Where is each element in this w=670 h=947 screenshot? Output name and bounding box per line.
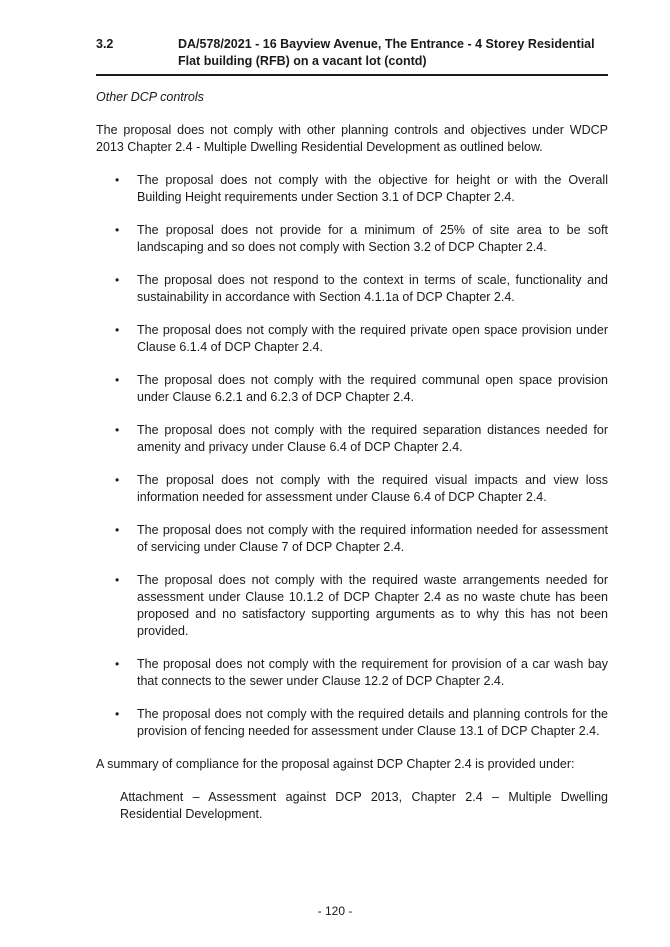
non-compliance-list xyxy=(96,172,608,740)
list-item xyxy=(96,472,608,506)
bullet-icon: • xyxy=(115,223,120,237)
section-title-line-1: DA/578/2021 - 16 Bayview Avenue, The Entrance - 4 Storey Residential xyxy=(178,37,595,51)
bullet-icon: • xyxy=(115,657,120,671)
list-item xyxy=(96,522,608,556)
list-item-text: The proposal does not comply with the requirement for provision of a car wash bay that connects to the sewer under Clause 12.2 of DCP Chapter 2.4. xyxy=(137,657,608,688)
list-item xyxy=(96,322,608,356)
document-body xyxy=(96,89,608,823)
bullet-icon: • xyxy=(115,573,120,587)
bullet-icon: • xyxy=(115,473,120,487)
subheading: Other DCP controls xyxy=(96,90,204,104)
intro-paragraph: The proposal does not comply with other planning controls and objectives under WDCP 2013 Chapter 2.4 - Multiple Dwelling Residential Development as outlined below. xyxy=(96,123,608,154)
list-item xyxy=(96,372,608,406)
bullet-icon: • xyxy=(115,173,120,187)
section-number-spacer xyxy=(96,53,178,70)
header-row-2 xyxy=(96,53,608,70)
bullet-icon: • xyxy=(115,523,120,537)
summary-paragraph: A summary of compliance for the proposal against DCP Chapter 2.4 is provided under: xyxy=(96,757,575,771)
list-item xyxy=(96,272,608,306)
bullet-icon: • xyxy=(115,373,120,387)
list-item-text: The proposal does not respond to the context in terms of scale, functionality and sustainability in accordance with Section 4.1.1a of DCP Chapter 2.4. xyxy=(137,273,608,304)
list-item-text: The proposal does not comply with the required separation distances needed for amenity and privacy under Clause 6.4 of DCP Chapter 2.4. xyxy=(137,423,608,454)
list-item xyxy=(96,706,608,740)
header-row-1 xyxy=(96,36,608,53)
page-number: - 120 - xyxy=(317,904,353,918)
list-item xyxy=(96,656,608,690)
bullet-icon: • xyxy=(115,273,120,287)
bullet-icon: • xyxy=(115,323,120,337)
list-item-text: The proposal does not comply with the required information needed for assessment of servicing under Clause 7 of DCP Chapter 2.4. xyxy=(137,523,608,554)
list-item-text: The proposal does not comply with the required visual impacts and view loss information needed for assessment under Clause 6.4 of DCP Chapter 2.4. xyxy=(137,473,608,504)
list-item-text: The proposal does not comply with the required private open space provision under Clause 6.1.4 of DCP Chapter 2.4. xyxy=(137,323,608,354)
list-item-text: The proposal does not comply with the required waste arrangements needed for assessment under Clause 10.1.2 of DCP Chapter 2.4 as no waste chute has been proposed and no satisfactory supporting arguments as to why this has not been provided. xyxy=(137,573,608,638)
list-item-text: The proposal does not provide for a minimum of 25% of site area to be soft landscaping and so does not comply with Section 3.2 of DCP Chapter 2.4. xyxy=(137,223,608,254)
list-item-text: The proposal does not comply with the required communal open space provision under Clause 6.2.1 and 6.2.3 of DCP Chapter 2.4. xyxy=(137,373,608,404)
list-item-text: The proposal does not comply with the required details and planning controls for the provision of fencing needed for assessment under Clause 13.1 of DCP Chapter 2.4. xyxy=(137,707,608,738)
bullet-icon: • xyxy=(115,423,120,437)
section-title-line-2: Flat building (RFB) on a vacant lot (contd) xyxy=(178,54,427,68)
bullet-icon: • xyxy=(115,707,120,721)
section-header xyxy=(96,36,608,76)
section-number: 3.2 xyxy=(96,37,114,51)
attachment-reference: Attachment – Assessment against DCP 2013, Chapter 2.4 – Multiple Dwelling Residential Development. xyxy=(120,790,608,821)
list-item xyxy=(96,572,608,640)
list-item xyxy=(96,222,608,256)
list-item-text: The proposal does not comply with the objective for height or with the Overall Building Height requirements under Section 3.1 of DCP Chapter 2.4. xyxy=(137,173,608,204)
list-item xyxy=(96,172,608,206)
list-item xyxy=(96,422,608,456)
